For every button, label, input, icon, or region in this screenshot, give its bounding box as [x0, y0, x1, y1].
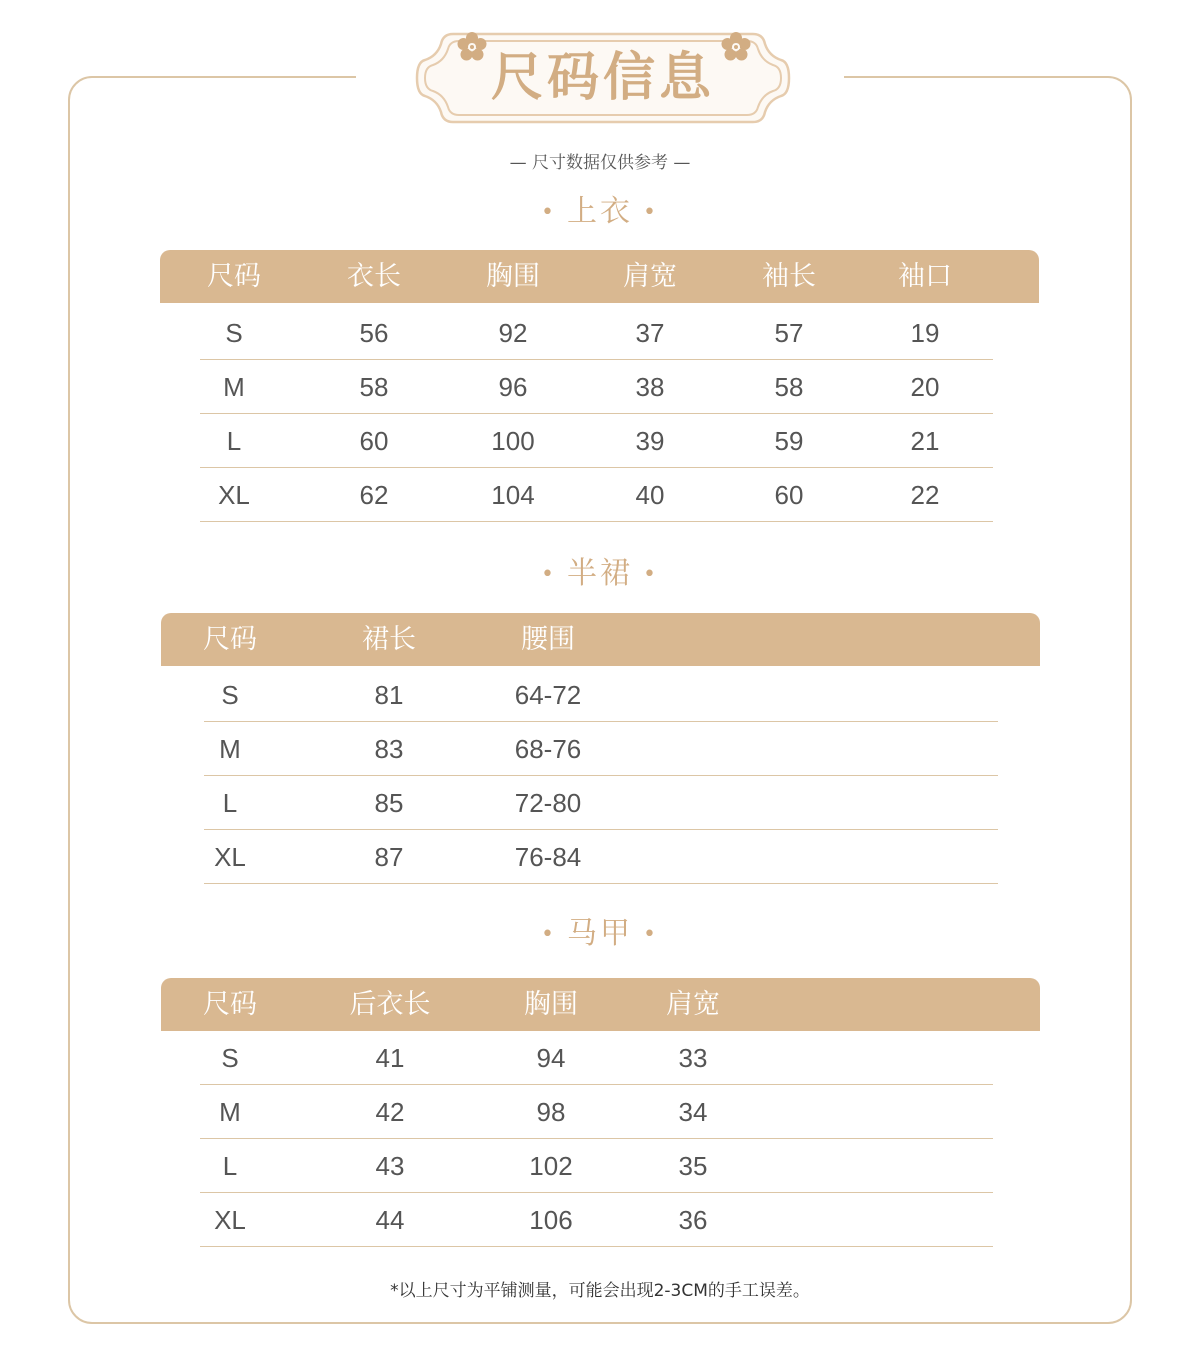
table-cell: 36 — [678, 1205, 708, 1235]
footnote: *以上尺寸为平铺测量，可能会出现2-3CM的手工误差。 — [390, 1281, 810, 1301]
table-cell: 38 — [635, 372, 665, 402]
table-cell: 72-80 — [514, 788, 582, 818]
table-cell: 102 — [529, 1151, 573, 1181]
table-header-skirt — [161, 613, 1040, 666]
table-cell: 106 — [529, 1205, 573, 1235]
table-cell: 35 — [678, 1151, 708, 1181]
table-cell: 20 — [910, 372, 940, 402]
table-row — [200, 359, 993, 414]
table-cell: 44 — [375, 1205, 405, 1235]
table-cell: XL — [214, 842, 246, 872]
table-cell: 104 — [491, 480, 535, 510]
table-cell: 33 — [678, 1043, 708, 1073]
table-cell: S — [221, 680, 239, 710]
dot-icon: • — [643, 562, 659, 587]
table-cell: 85 — [374, 788, 404, 818]
table-cell: 57 — [774, 318, 804, 348]
table-cell: 34 — [678, 1097, 708, 1127]
column-header: 袖长 — [762, 261, 816, 292]
column-header: 尺码 — [207, 261, 261, 292]
section-title-vest — [0, 908, 1200, 952]
table-cell: M — [219, 734, 241, 764]
section-title-skirt — [0, 548, 1200, 592]
table-row — [200, 305, 993, 360]
section-title-text: 马甲 — [567, 916, 633, 951]
column-header: 衣长 — [347, 261, 401, 292]
column-header: 尺码 — [203, 624, 257, 655]
table-row — [200, 1030, 993, 1085]
table-row — [204, 829, 998, 884]
table-cell: 19 — [910, 318, 940, 348]
table-cell: 60 — [359, 426, 389, 456]
table-cell: 43 — [375, 1151, 405, 1181]
table-header-vest — [161, 978, 1040, 1031]
column-header: 尺码 — [203, 989, 257, 1020]
table-header-top — [160, 250, 1039, 303]
table-cell: 62 — [359, 480, 389, 510]
dot-icon: • — [643, 200, 659, 225]
table-row — [204, 667, 998, 722]
column-header: 肩宽 — [666, 989, 720, 1020]
table-cell: S — [221, 1043, 239, 1073]
table-row — [200, 1192, 993, 1247]
column-header: 胸围 — [524, 989, 578, 1020]
table-cell: L — [222, 788, 238, 818]
table-row — [204, 775, 998, 830]
table-row — [200, 467, 993, 522]
dot-icon: • — [541, 922, 557, 947]
dot-icon: • — [643, 922, 659, 947]
table-cell: 59 — [774, 426, 804, 456]
dot-icon: • — [541, 562, 557, 587]
table-cell: 94 — [536, 1043, 566, 1073]
table-cell: 81 — [374, 680, 404, 710]
column-header: 袖口 — [898, 261, 952, 292]
table-cell: 87 — [374, 842, 404, 872]
table-row — [204, 721, 998, 776]
dot-icon: • — [541, 200, 557, 225]
table-cell: 96 — [498, 372, 528, 402]
table-cell: XL — [214, 1205, 246, 1235]
table-cell: 58 — [359, 372, 389, 402]
table-cell: 76-84 — [514, 842, 582, 872]
column-header: 胸围 — [486, 261, 540, 292]
table-row — [200, 1084, 993, 1139]
table-cell: 39 — [635, 426, 665, 456]
table-cell: 98 — [536, 1097, 566, 1127]
section-title-text: 上衣 — [567, 194, 633, 229]
table-cell: 60 — [774, 480, 804, 510]
table-cell: S — [225, 318, 243, 348]
table-cell: 41 — [375, 1043, 405, 1073]
table-cell: 100 — [491, 426, 535, 456]
table-cell: 64-72 — [514, 680, 582, 710]
column-header: 腰围 — [521, 624, 575, 655]
table-cell: 21 — [910, 426, 940, 456]
section-title-text: 半裙 — [567, 556, 633, 591]
table-cell: 83 — [374, 734, 404, 764]
table-cell: 58 — [774, 372, 804, 402]
page-title: 尺码信息 — [490, 47, 715, 108]
column-header: 裙长 — [362, 624, 416, 655]
page-subtitle: — 尺寸数据仅供参考 — — [509, 153, 691, 173]
table-cell: 40 — [635, 480, 665, 510]
column-header: 后衣长 — [349, 989, 431, 1020]
table-cell: 56 — [359, 318, 389, 348]
title-badge — [413, 30, 793, 126]
table-cell: M — [219, 1097, 241, 1127]
table-cell: L — [226, 426, 242, 456]
table-cell: M — [223, 372, 245, 402]
table-row — [200, 413, 993, 468]
table-cell: 42 — [375, 1097, 405, 1127]
column-header: 肩宽 — [623, 261, 677, 292]
section-title-top — [0, 186, 1200, 230]
table-cell: 92 — [498, 318, 528, 348]
table-cell: 68-76 — [514, 734, 582, 764]
table-cell: 37 — [635, 318, 665, 348]
table-cell: 22 — [910, 480, 940, 510]
table-cell: XL — [218, 480, 250, 510]
table-row — [200, 1138, 993, 1193]
table-cell: L — [222, 1151, 238, 1181]
